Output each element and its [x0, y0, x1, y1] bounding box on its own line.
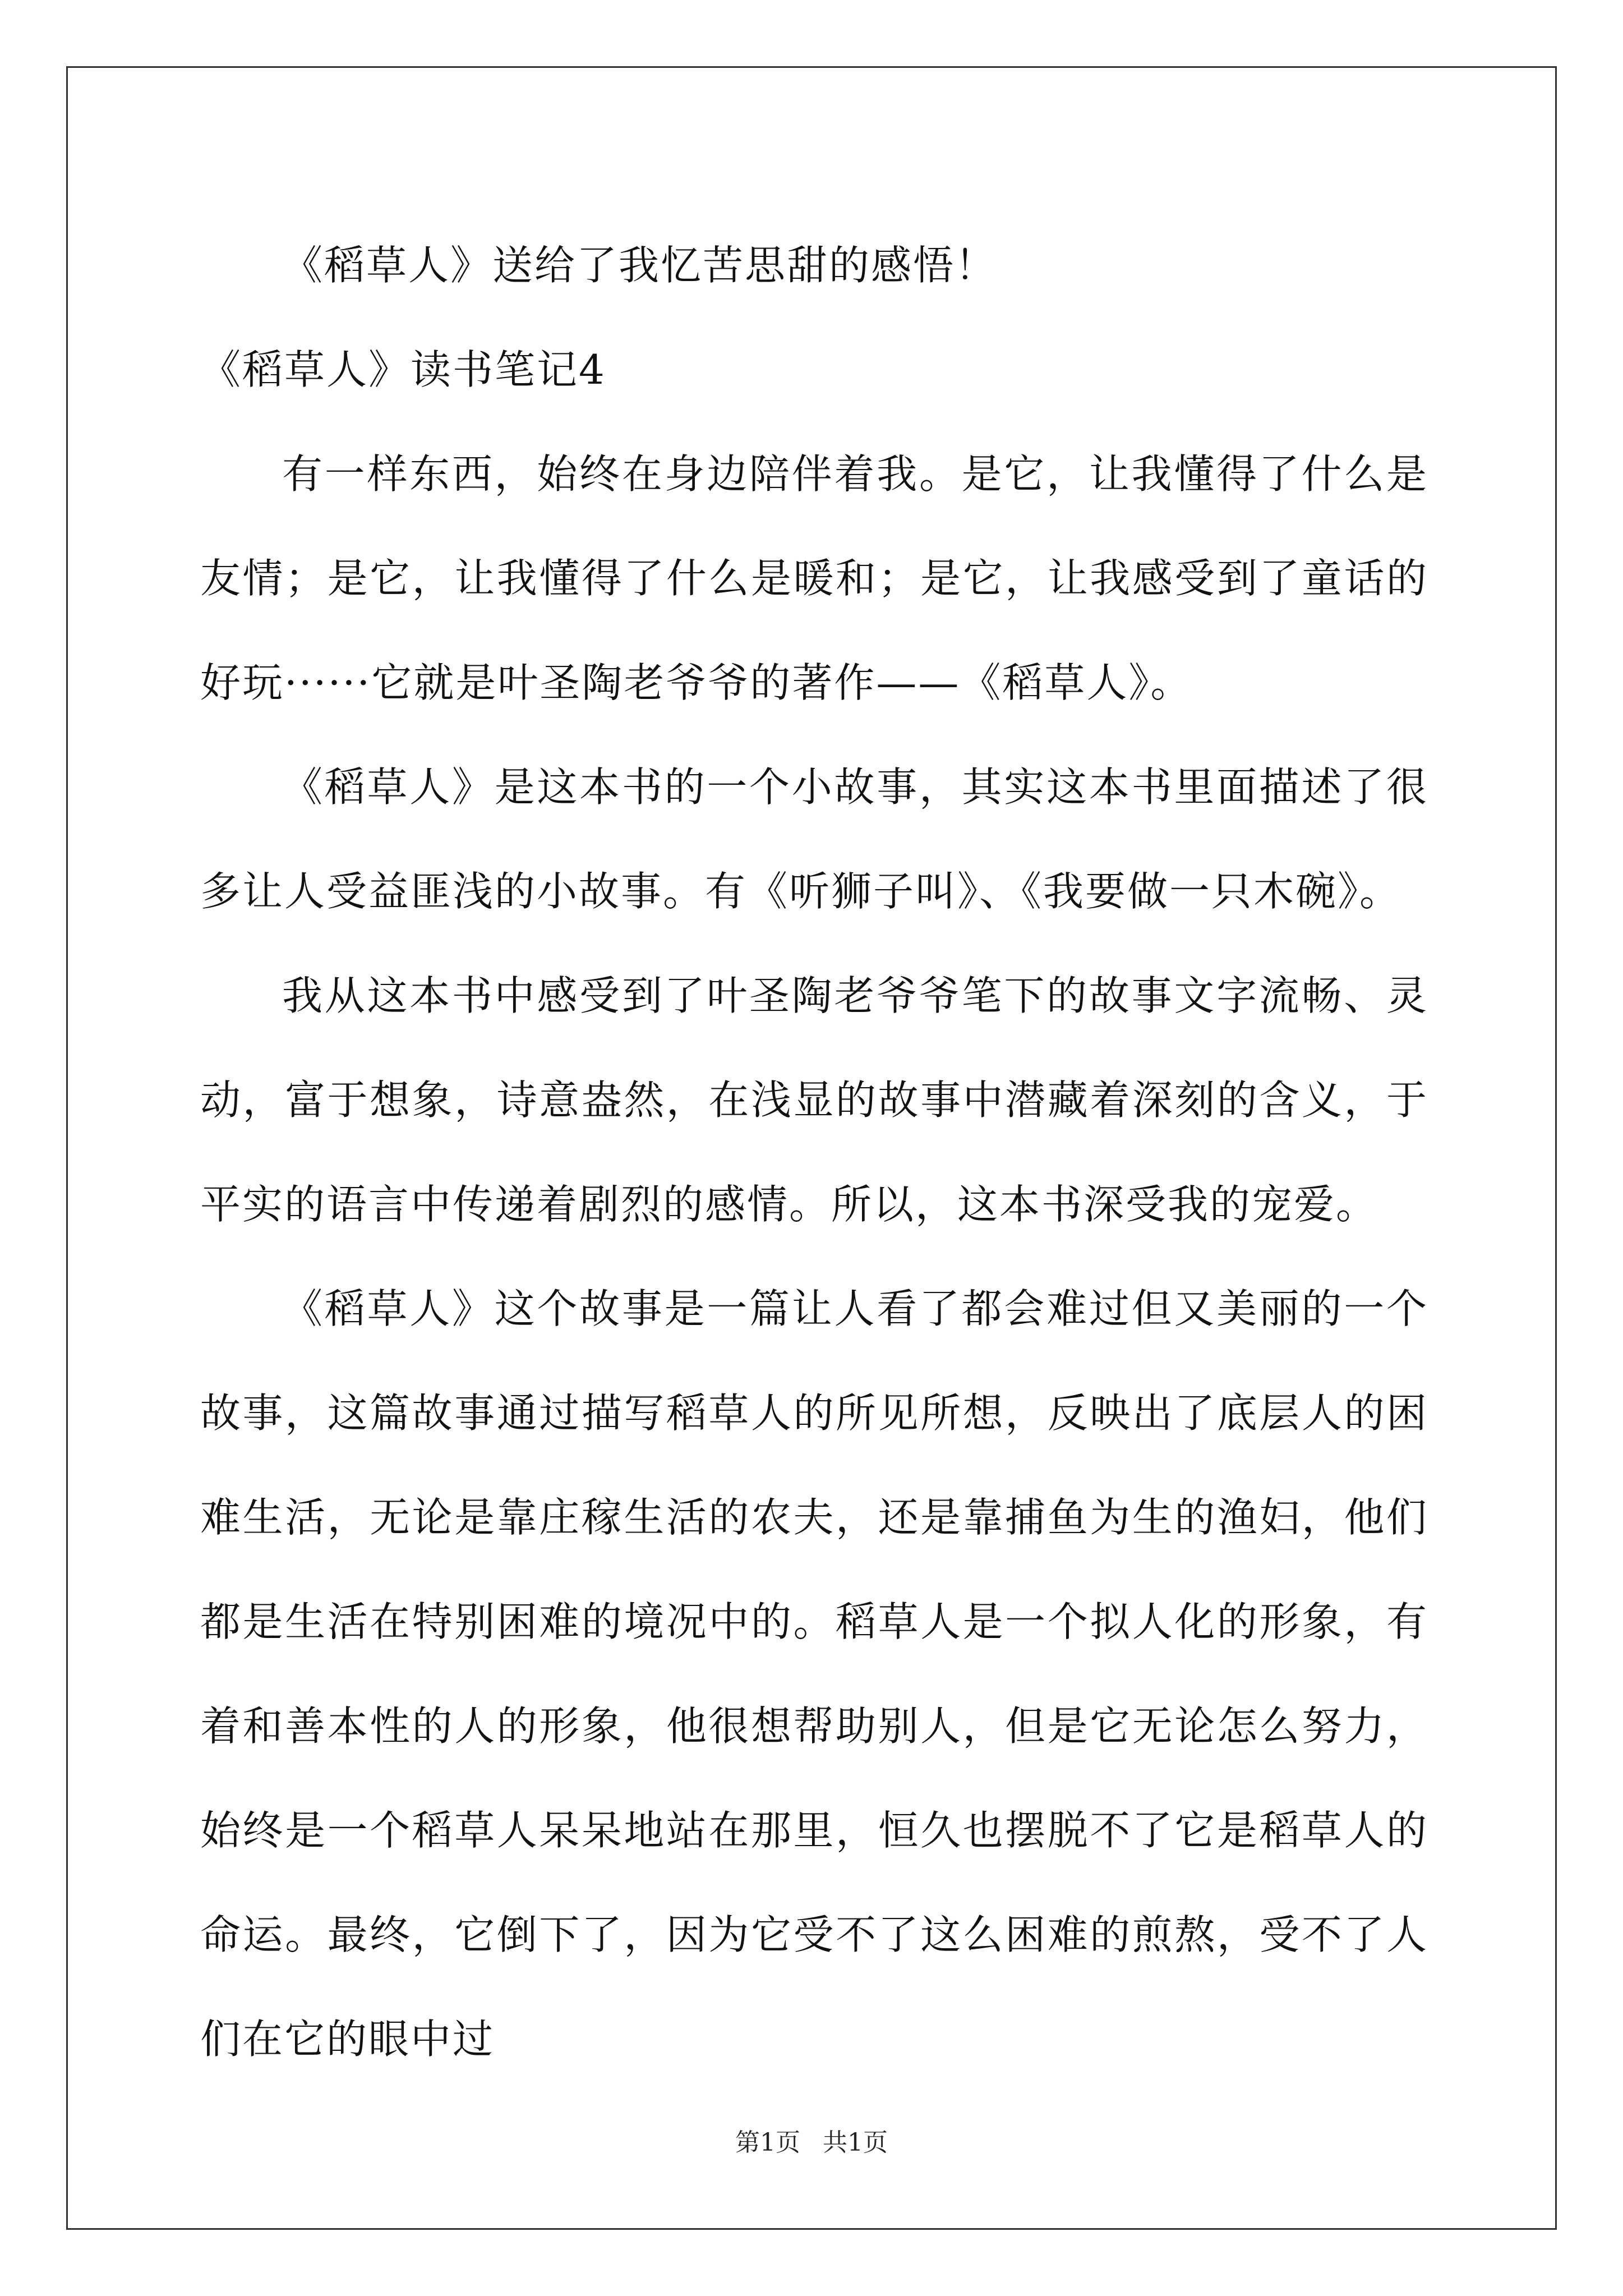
page-footer	[0, 2126, 1623, 2160]
paragraph-style: 我从这本书中感受到了叶圣陶老爷爷笔下的故事文字流畅、灵动，富于想象，诗意盎然，在浅显的故事中潜藏着深刻的含义，于平实的语言中传递着剧烈的感情。所以，这本书深受我的宠爱。	[200, 972, 1428, 1228]
document-body	[200, 213, 1428, 2091]
paragraph-intro: 有一样东西，始终在身边陪伴着我。是它，让我懂得了什么是友情；是它，让我懂得了什么是暖和；是它，让我感受到了童话的好玩······它就是叶圣陶老爷爷的著作——《稻草人》。	[200, 450, 1428, 706]
paragraph-closing-line: 《稻草人》送给了我忆苦思甜的感悟！	[282, 242, 998, 289]
paragraph-story-summary: 《稻草人》这个故事是一篇让人看了都会难过但又美丽的一个故事，这篇故事通过描写稻草人的所见所想，反映出了底层人的困难生活，无论是靠庄稼生活的农夫，还是靠捕鱼为生的渔妇，他们都是生活在特别困难的境况中的。稻草人是一个拟人化的形象，有着和善本性的人的形象，他很想帮助别人，但是它无论怎么努力，始终是一个稻草人呆呆地站在那里，恒久也摆脱不了它是稻草人的命运。最终，它倒下了，因为它受不了这么困难的煎熬，受不了人们在它的眼中过	[200, 1285, 1428, 2063]
page-number: 第1页	[735, 2128, 800, 2157]
page-total: 共1页	[823, 2128, 888, 2157]
paragraph-stories: 《稻草人》是这本书的一个小故事，其实这本书里面描述了很多让人受益匪浅的小故事。有《听狮子叫》、《我要做一只木碗》。	[200, 763, 1428, 915]
section-heading: 《稻草人》读书笔记4	[200, 346, 606, 393]
